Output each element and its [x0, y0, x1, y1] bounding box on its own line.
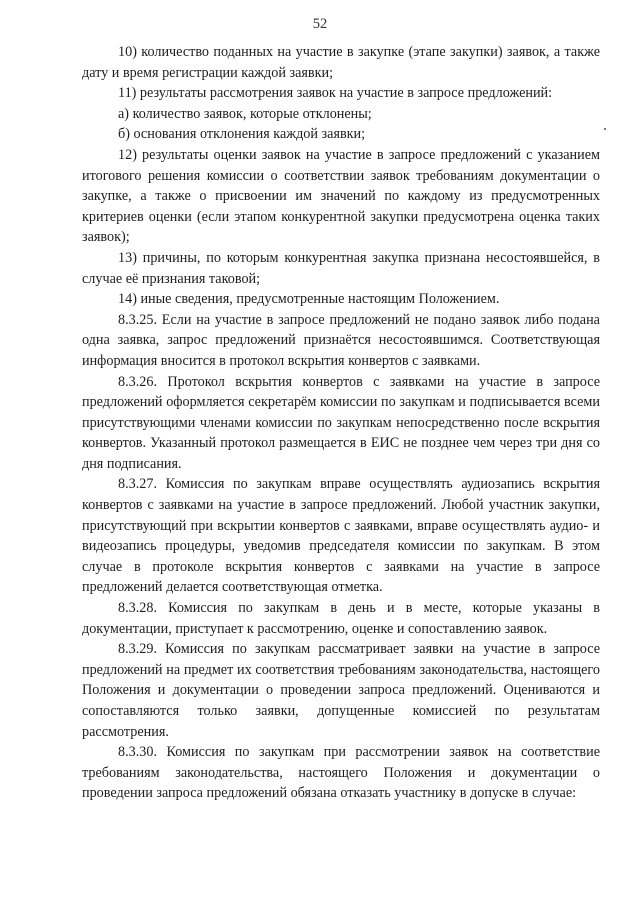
document-body: [82, 42, 600, 804]
clause-8-3-30: 8.3.30. Комиссия по закупкам при рассмотрении заявок на соответствие требованиям законодательства, настоящего Положения и документации о проведении запроса предложений обязана отказать участнику в допуске в случае:: [82, 744, 600, 802]
scan-speck: [604, 128, 606, 130]
paragraph-item-14: 14) иные сведения, предусмотренные настоящим Положением.: [118, 291, 500, 308]
paragraph-item-12: 12) результаты оценки заявок на участие в запросе предложений с указанием итогового решения комиссии о соответствии заявок требованиям документации о закупке, а также о присвоении им значений по каждому из предусмотренных критериев оценки (если этапом конкурентной закупки предусмотрена оценка таких заявок);: [82, 146, 600, 246]
paragraph-item-10: 10) количество поданных на участие в закупке (этапе закупки) заявок, а также дату и время регистрации каждой заявки;: [82, 44, 600, 81]
clause-8-3-26: 8.3.26. Протокол вскрытия конвертов с заявками на участие в запросе предложений оформляется секретарём комиссии по закупкам и подписывается всеми присутствующими членами комиссии по закупкам непосредственно после вскрытия конвертов. Указанный протокол размещается в ЕИС не позднее чем через три дня со дня подписания.: [82, 373, 600, 472]
paragraph-subitem-b: б) основания отклонения каждой заявки;: [118, 126, 366, 143]
paragraph-item-11: 11) результаты рассмотрения заявок на участие в запросе предложений:: [118, 85, 553, 102]
clause-8-3-29: 8.3.29. Комиссия по закупкам рассматривает заявки на участие в запросе предложений на предмет их соответствия требованиям законодательства, настоящего Положения и документации о проведении запроса предложений. Оцениваются и сопоставляются только заявки, допущенные комиссией по результатам рассмотрения.: [82, 641, 600, 740]
paragraph-subitem-a: а) количество заявок, которые отклонены;: [118, 105, 372, 122]
clause-8-3-28: 8.3.28. Комиссия по закупкам в день и в месте, которые указаны в документации, приступает к рассмотрению, оценке и сопоставлению заявок.: [82, 600, 600, 637]
paragraph-item-13: 13) причины, по которым конкурентная закупка признана несостоявшейся, в случае её признания таковой;: [82, 249, 600, 287]
page-number: 52: [312, 16, 328, 32]
clause-8-3-27: 8.3.27. Комиссия по закупкам вправе осуществлять аудиозапись вскрытия конвертов с заявками на участие в запросе предложений. Любой участник закупки, присутствующий при вскрытии конвертов с заявками, вправе осуществлять аудио- и видеозапись процедуры, уведомив председателя комиссии по закупкам. В этом случае в протоколе вскрытия конвертов с заявками на участие в запросе предложений делается соответствующая отметка.: [82, 476, 600, 596]
clause-8-3-25: 8.3.25. Если на участие в запросе предложений не подано заявок либо подана одна заявка, запрос предложений признаётся несостоявшимся. Соответствующая информация вносится в протокол вскрытия конвертов с заявками.: [82, 311, 600, 369]
